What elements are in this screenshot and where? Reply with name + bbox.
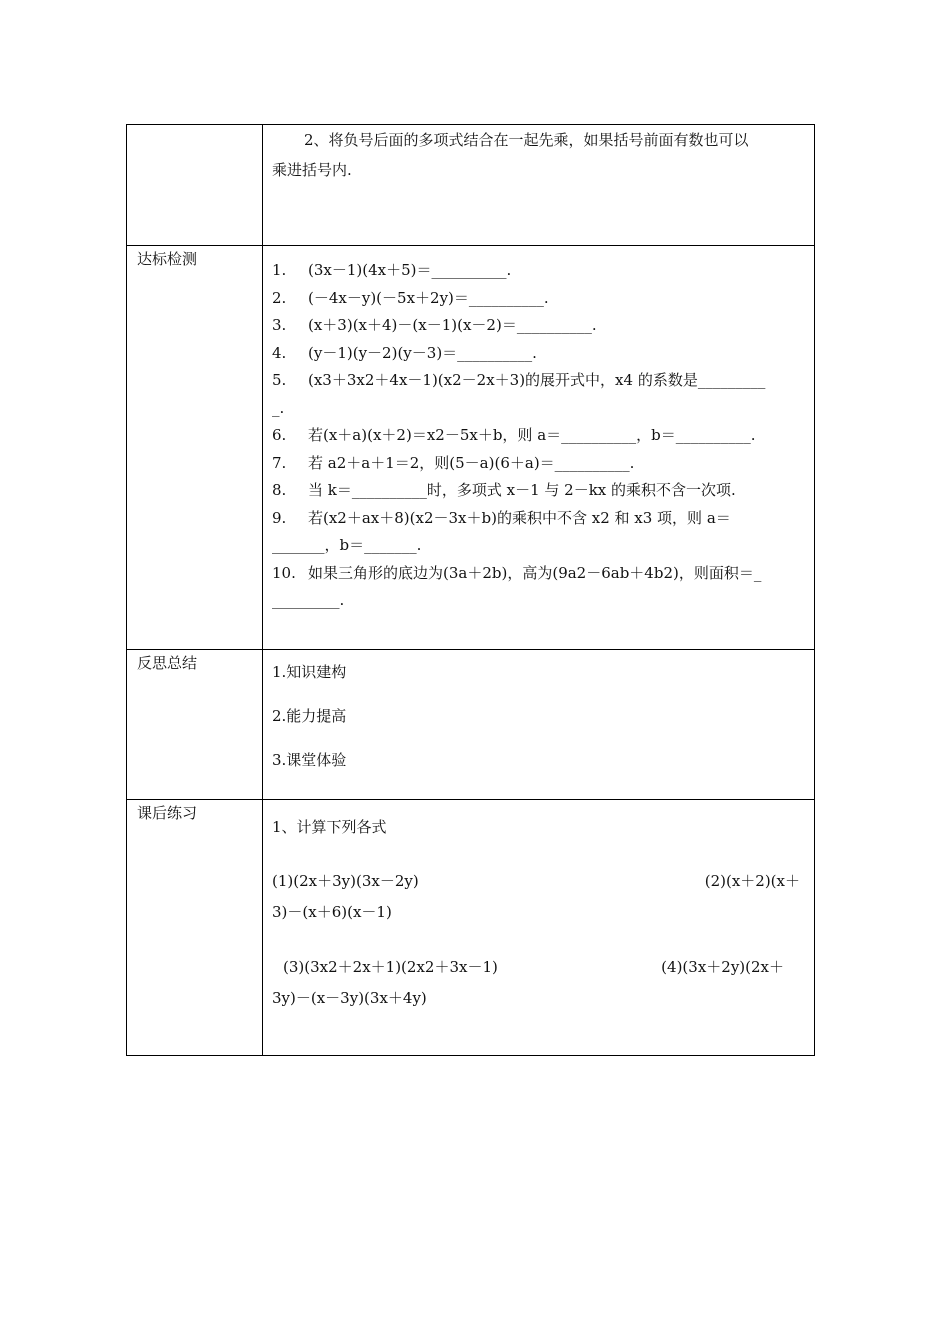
reflection-item: 3.课堂体验 [272,751,347,769]
homework-content [263,800,814,1055]
exercise-item-continued: _. [272,398,285,417]
homework-title: 1、计算下列各式 [272,818,387,836]
problem-4-start: (4)(3x＋2y)(2x＋ [661,958,784,976]
reflection-list [263,650,814,799]
table-row [127,649,814,799]
exercise-item-continued: _______，b＝_______. [272,536,422,554]
row-label: 达标检测 [127,246,263,649]
row-content [263,125,814,245]
table-row [127,245,814,649]
row-label: 课后练习 [127,800,263,1055]
exercise-item: 3. (x＋3)(x＋4)－(x－1)(x－2)＝__________. [272,316,597,334]
worksheet-table [126,124,815,1056]
exercise-item: 5. (x3＋3x2＋4x－1)(x2－2x＋3)的展开式中，x4 的系数是_________ [272,371,766,389]
problem-1: (1)(2x＋3y)(3x－2y) [272,872,419,890]
exercise-item: 7. 若 a2＋a＋1＝2，则(5－a)(6＋a)＝__________. [272,453,635,472]
exercise-item: 6. 若(x＋a)(x＋2)＝x2－5x＋b，则 a＝__________，b＝__________. [272,426,756,444]
text-line: 2、将负号后面的多项式结合在一起先乘，如果括号前面有数也可以 [304,131,749,149]
reflection-item: 2.能力提高 [272,707,347,725]
problem-3: (3)(3x2＋2x＋1)(2x2＋3x－1) [283,958,498,976]
problem-2-start: (2)(x＋2)(x＋ [704,872,800,890]
reflection-item: 1.知识建构 [272,663,347,681]
exercise-item: 4. (y－1)(y－2)(y－3)＝__________. [272,343,537,362]
exercise-list [263,246,814,649]
text-line: 乘进括号内. [272,161,352,179]
exercise-item-continued: _________. [272,591,345,609]
problem-2-end: 3)－(x＋6)(x－1) [272,903,392,921]
exercise-item: 2. (－4x－y)(－5x＋2y)＝__________. [272,288,549,307]
table-row [127,125,814,245]
exercise-item: 1. (3x－1)(4x＋5)＝__________. [272,261,512,279]
exercise-item: 10. 如果三角形的底边为(3a＋2b)，高为(9a2－6ab＋4b2)，则面积＝_ [272,563,762,582]
exercise-item: 8. 当 k＝__________时，多项式 x－1 与 2－kx 的乘积不含一次项. [272,481,736,499]
row-label-empty [127,125,263,245]
table-row [127,799,814,1055]
exercise-item: 9. 若(x2＋ax＋8)(x2－3x＋b)的乘积中不含 x2 和 x3 项，则 a＝ [272,508,731,527]
problem-4-end: 3y)－(x－3y)(3x＋4y) [272,989,427,1007]
row-label: 反思总结 [127,650,263,799]
